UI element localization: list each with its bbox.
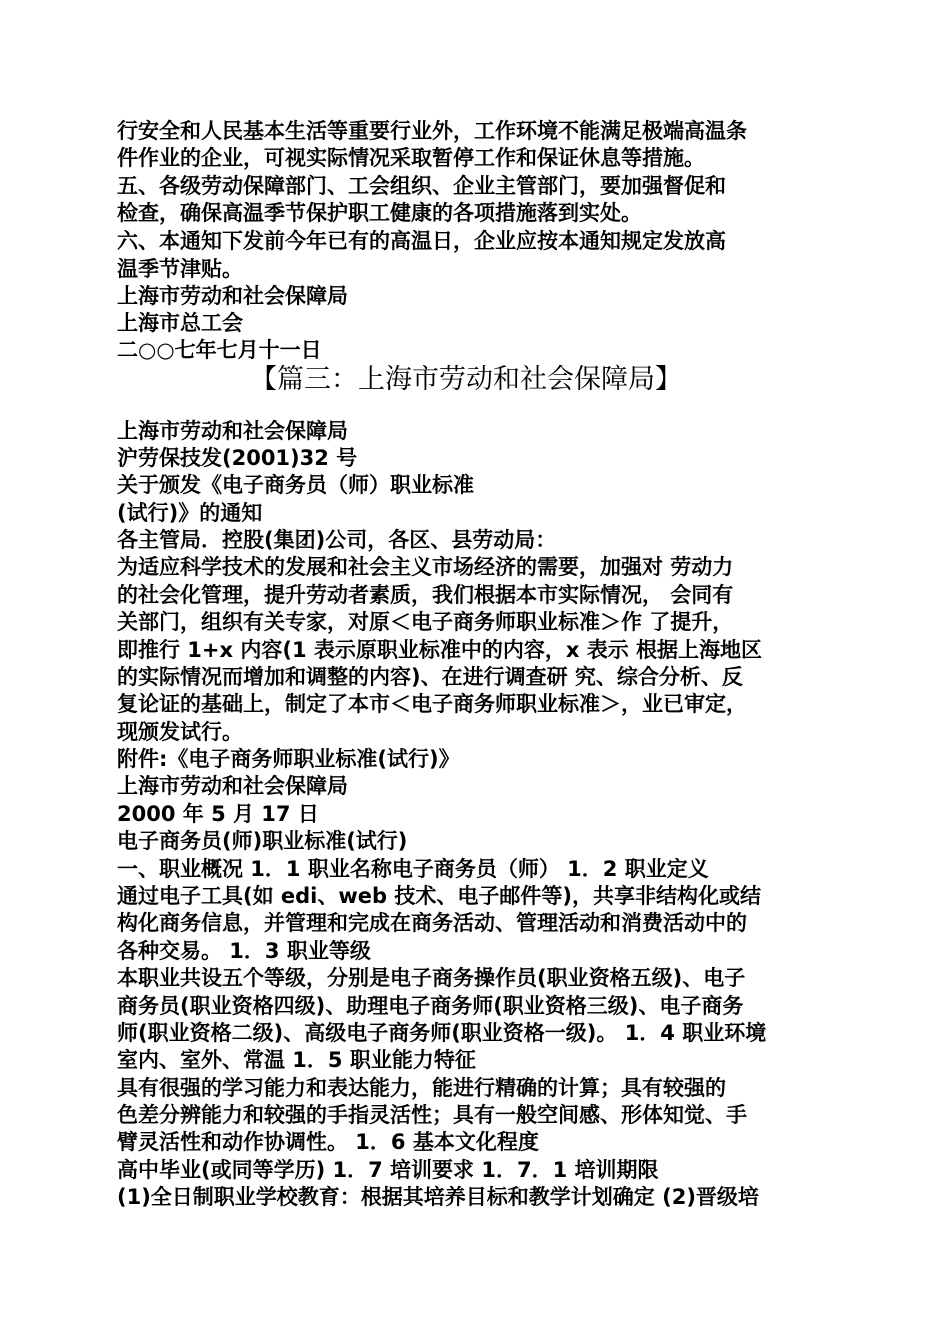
text-line: 室内、室外、常温 1．5 职业能力特征: [117, 1048, 476, 1072]
text-line: 通过电子工具(如 edi、web 技术、电子邮件等)，共享非结构化或结: [117, 884, 761, 908]
text-line: 关于颁发《电子商务员（师）职业标准: [117, 473, 474, 497]
text-line: 臂灵活性和动作协调性。 1．6 基本文化程度: [117, 1130, 539, 1154]
text-line: 的实际情况而增加和调整的内容)、在进行调查研 究、综合分析、反: [117, 665, 743, 689]
text-line: 构化商务信息，并管理和完成在商务活动、管理活动和消费活动中的: [117, 911, 747, 935]
text-line: 一、职业概况 1．1 职业名称电子商务员（师） 1．2 职业定义: [117, 857, 709, 881]
text-line: 商务员(职业资格四级)、助理电子商务师(职业资格三级)、电子商务: [117, 994, 744, 1018]
issuer-line: 上海市总工会: [117, 311, 243, 335]
section-heading: 【篇三：上海市劳动和社会保障局】: [250, 364, 682, 395]
text-line: 为适应科学技术的发展和社会主义市场经济的需要，加强对 劳动力: [117, 555, 734, 579]
text-line: 上海市劳动和社会保障局: [117, 774, 348, 798]
text-line: 上海市劳动和社会保障局: [117, 419, 348, 443]
text-line: 具有很强的学习能力和表达能力，能进行精确的计算；具有较强的: [117, 1076, 726, 1100]
text-line: 的社会化管理，提升劳动者素质，我们根据本市实际情况， 会同有: [117, 583, 734, 607]
text-line: 温季节津贴。: [117, 257, 243, 281]
text-line: 六、本通知下发前今年已有的高温日，企业应按本通知规定发放高: [117, 229, 726, 253]
text-line: 电子商务员(师)职业标准(试行): [117, 829, 408, 853]
text-line: 沪劳保技发(2001)32 号: [117, 446, 358, 470]
text-line: (试行)》的通知: [117, 501, 263, 525]
text-line: 即推行 1+x 内容(1 表示原职业标准中的内容，x 表示 根据上海地区: [117, 638, 763, 662]
text-line: 2000 年 5 月 17 日: [117, 802, 319, 826]
text-line: 复论证的基础上，制定了本市＜电子商务师职业标准＞，业已审定，: [117, 692, 747, 716]
text-line: 检查，确保高温季节保护职工健康的各项措施落到实处。: [117, 201, 642, 225]
issuer-line: 上海市劳动和社会保障局: [117, 284, 348, 308]
text-line: 色差分辨能力和较强的手指灵活性；具有一般空间感、形体知觉、手: [117, 1103, 747, 1127]
date-line: 二○○七年七月十一日: [117, 338, 322, 362]
text-line: (1)全日制职业学校教育：根据其培养目标和教学计划确定 (2)晋级培: [117, 1185, 759, 1209]
text-line: 附件:《电子商务师职业标准(试行)》: [117, 747, 460, 771]
text-line: 高中毕业(或同等学历) 1．7 培训要求 1．7．1 培训期限: [117, 1158, 659, 1182]
text-line: 行安全和人民基本生活等重要行业外，工作环境不能满足极端高温条: [117, 119, 747, 143]
text-line: 各种交易。 1．3 职业等级: [117, 939, 371, 963]
text-line: 关部门，组织有关专家，对原＜电子商务师职业标准＞作 了提升，: [117, 610, 734, 634]
text-line: 件作业的企业，可视实际情况采取暂停工作和保证休息等措施。: [117, 146, 705, 170]
text-line: 师(职业资格二级)、高级电子商务师(职业资格一级)。 1．4 职业环境: [117, 1021, 767, 1045]
text-line: 现颁发试行。: [117, 720, 243, 744]
text-line: 本职业共设五个等级，分别是电子商务操作员(职业资格五级)、电子: [117, 966, 746, 990]
text-line: 各主管局．控股(集团)公司，各区、县劳动局：: [117, 528, 557, 552]
text-line: 五、各级劳动保障部门、工会组织、企业主管部门，要加强督促和: [117, 174, 726, 198]
